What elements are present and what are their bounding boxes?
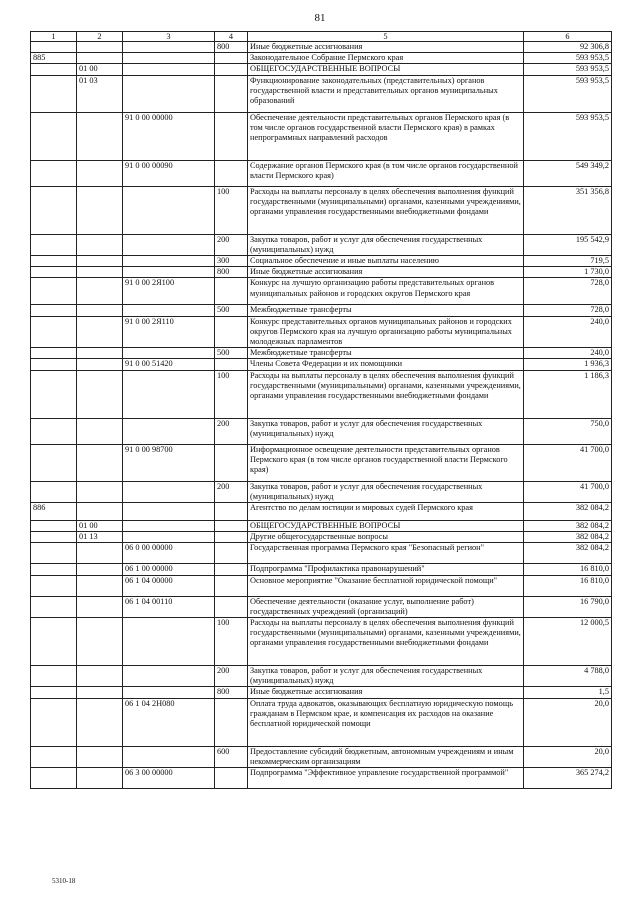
table-row <box>31 503 612 521</box>
code-section: 01 13 <box>77 532 123 543</box>
item-description: Конкурс представительных органов муниципальных районов и городских округов Пермского края на лучшую организацию работы муниципальных молодежных парламентов <box>248 316 524 348</box>
amount: 4 788,0 <box>524 666 612 687</box>
code-administrator <box>31 564 77 575</box>
code-target <box>123 418 215 444</box>
code-expense-type: 200 <box>215 418 248 444</box>
code-section <box>77 746 123 767</box>
table-row <box>31 160 612 186</box>
table-row <box>31 267 612 278</box>
code-target <box>123 532 215 543</box>
item-description: Оплата труда адвокатов, оказывающих бесплатную юридическую помощь гражданам в Пермском крае, и компенсация их расходов на оказание бесплатной юридической помощи <box>248 698 524 746</box>
code-administrator <box>31 359 77 370</box>
code-target <box>123 348 215 359</box>
code-expense-type <box>215 359 248 370</box>
code-section <box>77 267 123 278</box>
code-section <box>77 444 123 481</box>
code-expense-type <box>215 575 248 596</box>
code-expense-type: 500 <box>215 348 248 359</box>
code-target: 91 0 00 51420 <box>123 359 215 370</box>
amount: 16 810,0 <box>524 564 612 575</box>
header-col-1: 1 <box>31 32 77 42</box>
amount: 92 306,8 <box>524 42 612 53</box>
code-section <box>77 42 123 53</box>
table-row <box>31 256 612 267</box>
code-administrator <box>31 666 77 687</box>
code-target: 91 0 00 98700 <box>123 444 215 481</box>
table-row <box>31 564 612 575</box>
code-target <box>123 666 215 687</box>
item-description: Закупка товаров, работ и услуг для обеспечения государственных (муниципальных) нужд <box>248 481 524 502</box>
code-section <box>77 348 123 359</box>
amount: 382 084,2 <box>524 543 612 564</box>
amount: 728,0 <box>524 278 612 305</box>
amount: 593 953,5 <box>524 75 612 112</box>
item-description: Иные бюджетные ассигнования <box>248 687 524 698</box>
amount: 382 084,2 <box>524 521 612 532</box>
code-target <box>123 42 215 53</box>
amount: 750,0 <box>524 418 612 444</box>
code-section <box>77 596 123 617</box>
code-expense-type <box>215 564 248 575</box>
code-administrator <box>31 267 77 278</box>
code-section <box>77 53 123 64</box>
item-description: Закупка товаров, работ и услуг для обеспечения государственных (муниципальных) нужд <box>248 234 524 255</box>
code-section <box>77 543 123 564</box>
item-description: Другие общегосударственные вопросы <box>248 532 524 543</box>
code-administrator <box>31 278 77 305</box>
code-expense-type <box>215 768 248 789</box>
item-description: ОБЩЕГОСУДАРСТВЕННЫЕ ВОПРОСЫ <box>248 521 524 532</box>
item-description: Социальное обеспечение и иные выплаты населению <box>248 256 524 267</box>
code-administrator <box>31 64 77 75</box>
code-administrator <box>31 186 77 234</box>
code-target <box>123 503 215 521</box>
code-expense-type <box>215 316 248 348</box>
item-description: Расходы на выплаты персоналу в целях обеспечения выполнения функций государственными (муниципальными) органами, казенными учреждениями, органами управления государственными внебюджетными фондами <box>248 186 524 234</box>
header-col-6: 6 <box>524 32 612 42</box>
table-row <box>31 316 612 348</box>
table-row <box>31 359 612 370</box>
code-administrator <box>31 234 77 255</box>
code-administrator <box>31 316 77 348</box>
code-administrator <box>31 112 77 160</box>
code-expense-type <box>215 278 248 305</box>
code-expense-type <box>215 160 248 186</box>
table-row <box>31 521 612 532</box>
code-target: 06 1 00 00000 <box>123 564 215 575</box>
item-description: Межбюджетные трансферты <box>248 305 524 316</box>
item-description: Иные бюджетные ассигнования <box>248 42 524 53</box>
code-target: 06 1 04 00110 <box>123 596 215 617</box>
amount: 1,5 <box>524 687 612 698</box>
code-administrator <box>31 768 77 789</box>
amount: 16 810,0 <box>524 575 612 596</box>
item-description: ОБЩЕГОСУДАРСТВЕННЫЕ ВОПРОСЫ <box>248 64 524 75</box>
code-target <box>123 687 215 698</box>
code-expense-type: 100 <box>215 186 248 234</box>
code-administrator <box>31 160 77 186</box>
amount: 1 186,3 <box>524 370 612 418</box>
item-description: Расходы на выплаты персоналу в целях обеспечения выполнения функций государственными (муниципальными) органами, казенными учреждениями, органами управления государственными внебюджетными фондами <box>248 618 524 666</box>
amount: 593 953,5 <box>524 64 612 75</box>
code-target <box>123 521 215 532</box>
code-target: 91 0 00 00000 <box>123 112 215 160</box>
code-target <box>123 746 215 767</box>
code-administrator <box>31 596 77 617</box>
amount: 719,5 <box>524 256 612 267</box>
table-row <box>31 575 612 596</box>
code-target: 91 0 00 00090 <box>123 160 215 186</box>
code-target <box>123 64 215 75</box>
table-row <box>31 370 612 418</box>
code-section <box>77 618 123 666</box>
item-description: Основное мероприятие "Оказание бесплатной юридической помощи" <box>248 575 524 596</box>
table-row <box>31 618 612 666</box>
code-expense-type <box>215 503 248 521</box>
code-section <box>77 503 123 521</box>
amount: 728,0 <box>524 305 612 316</box>
item-description: Содержание органов Пермского края (в том числе органов государственной власти Пермского края) <box>248 160 524 186</box>
code-expense-type <box>215 53 248 64</box>
table-row <box>31 64 612 75</box>
table-row <box>31 543 612 564</box>
table-row <box>31 234 612 255</box>
amount: 240,0 <box>524 348 612 359</box>
table-row <box>31 444 612 481</box>
code-administrator <box>31 256 77 267</box>
code-expense-type <box>215 543 248 564</box>
code-administrator <box>31 698 77 746</box>
table-row <box>31 278 612 305</box>
code-section <box>77 234 123 255</box>
item-description: Иные бюджетные ассигнования <box>248 267 524 278</box>
code-section <box>77 666 123 687</box>
header-col-5: 5 <box>248 32 524 42</box>
code-target <box>123 267 215 278</box>
code-section <box>77 160 123 186</box>
code-section <box>77 278 123 305</box>
code-expense-type: 300 <box>215 256 248 267</box>
code-section <box>77 370 123 418</box>
code-expense-type: 500 <box>215 305 248 316</box>
amount: 593 953,5 <box>524 112 612 160</box>
item-description: Расходы на выплаты персоналу в целях обеспечения выполнения функций государственными (муниципальными) органами, казенными учреждениями, органами управления государственными внебюджетными фондами <box>248 370 524 418</box>
code-administrator <box>31 418 77 444</box>
item-description: Конкурс на лучшую организацию работы представительных органов муниципальных районов и городских округов Пермского края <box>248 278 524 305</box>
code-section: 01 00 <box>77 521 123 532</box>
code-expense-type: 600 <box>215 746 248 767</box>
amount: 593 953,5 <box>524 53 612 64</box>
table-row <box>31 112 612 160</box>
code-administrator <box>31 75 77 112</box>
item-description: Обеспечение деятельности (оказание услуг, выполнение работ) государственных учреждений (организаций) <box>248 596 524 617</box>
code-expense-type <box>215 64 248 75</box>
code-section <box>77 112 123 160</box>
code-target <box>123 256 215 267</box>
code-expense-type: 200 <box>215 666 248 687</box>
code-administrator <box>31 543 77 564</box>
code-administrator <box>31 481 77 502</box>
table-row <box>31 53 612 64</box>
code-target <box>123 186 215 234</box>
amount: 351 356,8 <box>524 186 612 234</box>
amount: 365 274,2 <box>524 768 612 789</box>
code-expense-type: 200 <box>215 481 248 502</box>
code-expense-type <box>215 521 248 532</box>
code-administrator: 886 <box>31 503 77 521</box>
code-expense-type: 100 <box>215 370 248 418</box>
amount: 1 730,0 <box>524 267 612 278</box>
code-administrator <box>31 305 77 316</box>
code-section <box>77 418 123 444</box>
code-administrator: 885 <box>31 53 77 64</box>
code-administrator <box>31 618 77 666</box>
table-row <box>31 481 612 502</box>
code-target <box>123 618 215 666</box>
code-section <box>77 698 123 746</box>
code-target: 06 1 04 00000 <box>123 575 215 596</box>
code-section <box>77 305 123 316</box>
code-section <box>77 256 123 267</box>
code-administrator <box>31 348 77 359</box>
item-description: Межбюджетные трансферты <box>248 348 524 359</box>
code-target <box>123 305 215 316</box>
code-section <box>77 481 123 502</box>
code-section: 01 03 <box>77 75 123 112</box>
code-expense-type <box>215 698 248 746</box>
code-expense-type <box>215 532 248 543</box>
item-description: Закупка товаров, работ и услуг для обеспечения государственных (муниципальных) нужд <box>248 418 524 444</box>
header-col-3: 3 <box>123 32 215 42</box>
page-number: 81 <box>314 12 326 24</box>
table-row <box>31 75 612 112</box>
code-target: 06 3 00 00000 <box>123 768 215 789</box>
table-body <box>31 42 612 789</box>
table-row <box>31 698 612 746</box>
code-administrator <box>31 42 77 53</box>
table-row <box>31 596 612 617</box>
table-row <box>31 418 612 444</box>
code-section <box>77 575 123 596</box>
code-section <box>77 768 123 789</box>
code-target <box>123 234 215 255</box>
code-administrator <box>31 687 77 698</box>
amount: 240,0 <box>524 316 612 348</box>
amount: 12 000,5 <box>524 618 612 666</box>
code-target <box>123 370 215 418</box>
code-section <box>77 359 123 370</box>
code-administrator <box>31 532 77 543</box>
code-administrator <box>31 444 77 481</box>
code-expense-type <box>215 75 248 112</box>
item-description: Предоставление субсидий бюджетным, автономным учреждениям и иным некоммерческим организациям <box>248 746 524 767</box>
budget-table <box>30 31 612 789</box>
code-expense-type: 800 <box>215 267 248 278</box>
table-row <box>31 305 612 316</box>
code-expense-type <box>215 596 248 617</box>
amount: 20,0 <box>524 746 612 767</box>
code-section <box>77 316 123 348</box>
code-expense-type: 800 <box>215 42 248 53</box>
table-row <box>31 42 612 53</box>
table-row <box>31 666 612 687</box>
amount: 16 790,0 <box>524 596 612 617</box>
code-target <box>123 75 215 112</box>
table-row <box>31 687 612 698</box>
item-description: Подпрограмма "Профилактика правонарушений" <box>248 564 524 575</box>
code-expense-type <box>215 444 248 481</box>
amount: 382 084,2 <box>524 532 612 543</box>
table-row <box>31 768 612 789</box>
item-description: Агентство по делам юстиции и мировых судей Пермского края <box>248 503 524 521</box>
code-target: 91 0 00 2Я100 <box>123 278 215 305</box>
amount: 41 700,0 <box>524 444 612 481</box>
table-row <box>31 348 612 359</box>
amount: 549 349,2 <box>524 160 612 186</box>
code-administrator <box>31 575 77 596</box>
code-target: 06 0 00 00000 <box>123 543 215 564</box>
table-header-row <box>31 32 612 42</box>
header-col-2: 2 <box>77 32 123 42</box>
item-description: Законодательное Собрание Пермского края <box>248 53 524 64</box>
code-target: 06 1 04 2Н080 <box>123 698 215 746</box>
code-target <box>123 53 215 64</box>
footer-document-code: 5310-18 <box>52 877 76 885</box>
table-row <box>31 532 612 543</box>
item-description: Члены Совета Федерации и их помощники <box>248 359 524 370</box>
code-section: 01 00 <box>77 64 123 75</box>
header-col-4: 4 <box>215 32 248 42</box>
item-description: Обеспечение деятельности представительных органов Пермского края (в том числе органов государственной власти Пермского края) в рамках непрограммных направлений расходов <box>248 112 524 160</box>
amount: 20,0 <box>524 698 612 746</box>
code-administrator <box>31 521 77 532</box>
code-section <box>77 564 123 575</box>
table-row <box>31 746 612 767</box>
code-administrator <box>31 746 77 767</box>
table-row <box>31 186 612 234</box>
item-description: Функционирование законодательных (представительных) органов государственной власти и представительных органов муниципальных образований <box>248 75 524 112</box>
code-target: 91 0 00 2Я110 <box>123 316 215 348</box>
item-description: Информационное освещение деятельности представительных органов Пермского края (в том числе органов государственной власти Пермского края) <box>248 444 524 481</box>
code-expense-type: 100 <box>215 618 248 666</box>
code-administrator <box>31 370 77 418</box>
amount: 195 542,9 <box>524 234 612 255</box>
item-description: Государственная программа Пермского края "Безопасный регион" <box>248 543 524 564</box>
code-expense-type: 800 <box>215 687 248 698</box>
code-expense-type <box>215 112 248 160</box>
amount: 382 084,2 <box>524 503 612 521</box>
code-section <box>77 186 123 234</box>
item-description: Закупка товаров, работ и услуг для обеспечения государственных (муниципальных) нужд <box>248 666 524 687</box>
amount: 1 936,3 <box>524 359 612 370</box>
item-description: Подпрограмма "Эффективное управление государственной программой" <box>248 768 524 789</box>
code-expense-type: 200 <box>215 234 248 255</box>
code-target <box>123 481 215 502</box>
amount: 41 700,0 <box>524 481 612 502</box>
code-section <box>77 687 123 698</box>
